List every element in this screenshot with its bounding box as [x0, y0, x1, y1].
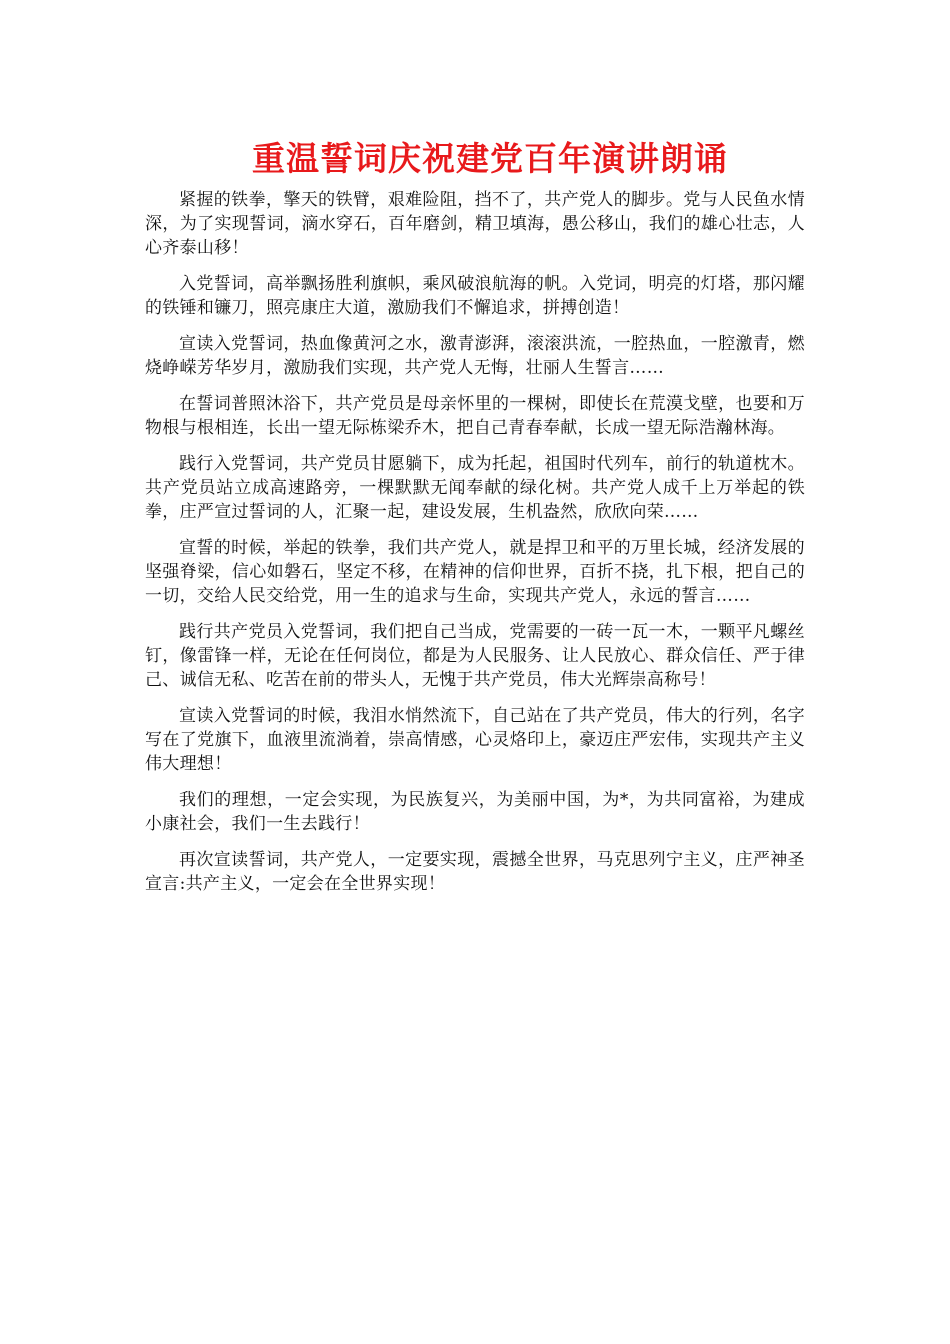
- paragraph-10: 再次宣读誓词，共产党人，一定要实现，震撼全世界，马克思列宁主义，庄严神圣宣言:共产主义，一定会在全世界实现！: [145, 850, 805, 894]
- document-title: 重温誓词庆祝建党百年演讲朗诵: [252, 139, 728, 178]
- paragraph-2: 入党誓词，高举飘扬胜利旗帜，乘风破浪航海的帆。入党词，明亮的灯塔，那闪耀的铁锤和镰刀，照亮康庄大道，激励我们不懈追求，拼搏创造！: [145, 274, 805, 318]
- paragraph-8: 宣读入党誓词的时候，我泪水悄然流下，自己站在了共产党员，伟大的行列，名字写在了党旗下，血液里流淌着，崇高情感，心灵烙印上，豪迈庄严宏伟，实现共产主义伟大理想！: [145, 706, 805, 774]
- paragraph-6: 宣誓的时候，举起的铁拳，我们共产党人，就是捍卫和平的万里长城，经济发展的坚强脊梁，信心如磐石，坚定不移，在精神的信仰世界，百折不挠，扎下根，把自己的一切，交给人民交给党，用一生的追求与生命，实现共产党人，永远的誓言……: [145, 538, 805, 606]
- document-page: [145, 136, 805, 908]
- paragraph-7: 践行共产党员入党誓词，我们把自己当成，党需要的一砖一瓦一木，一颗平凡螺丝钉，像雷锋一样，无论在任何岗位，都是为人民服务、让人民放心、群众信任、严于律己、诚信无私、吃苦在前的带头人，无愧于共产党员，伟大光辉崇高称号！: [145, 622, 805, 690]
- paragraph-5: 践行入党誓词，共产党员甘愿躺下，成为托起，祖国时代列车，前行的轨道枕木。共产党员站立成高速路旁，一棵默默无闻奉献的绿化树。共产党人成千上万举起的铁拳，庄严宣过誓词的人，汇聚一起，建设发展，生机盎然，欣欣向荣……: [145, 454, 805, 522]
- paragraph-4: 在誓词普照沐浴下，共产党员是母亲怀里的一棵树，即使长在荒漠戈壁，也要和万物根与根相连，长出一望无际栋梁乔木，把自己青春奉献，长成一望无际浩瀚林海。: [145, 394, 805, 438]
- paragraph-9: 我们的理想，一定会实现，为民族复兴，为美丽中国，为*，为共同富裕，为建成小康社会，我们一生去践行！: [145, 790, 805, 834]
- paragraph-3: 宣读入党誓词，热血像黄河之水，激青澎湃，滚滚洪流，一腔热血，一腔激青，燃烧峥嵘芳华岁月，激励我们实现，共产党人无悔，壮丽人生誓言……: [145, 334, 805, 378]
- paragraph-1: 紧握的铁拳，擎天的铁臂，艰难险阻，挡不了，共产党人的脚步。党与人民鱼水情深，为了实现誓词，滴水穿石，百年磨剑，精卫填海，愚公移山，我们的雄心壮志，人心齐泰山移！: [145, 190, 805, 258]
